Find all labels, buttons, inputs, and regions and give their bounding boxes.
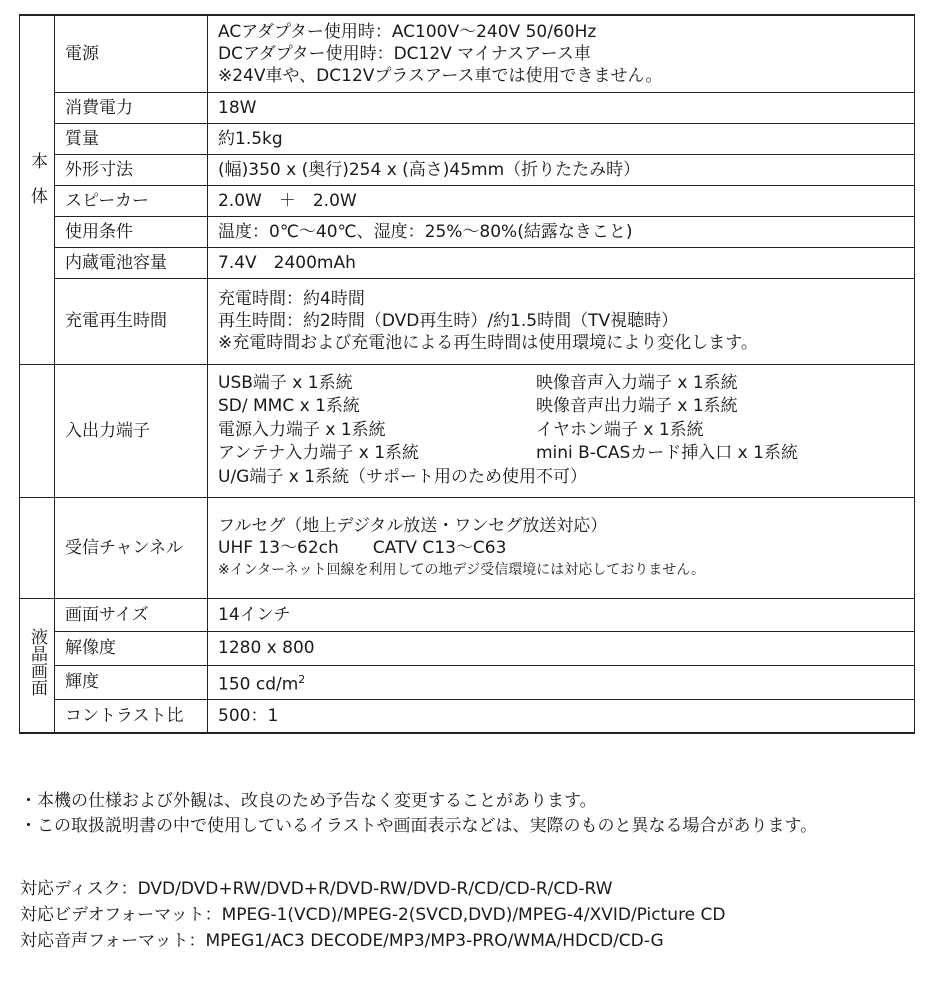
notes [20, 789, 817, 839]
row-value-contrast: 500：1 [208, 699, 915, 733]
format-line-audio: 対応音声フォーマット：MPEG1/AC3 DECODE/MP3/MP3-PRO/WMA/HDCD/CD-G [20, 931, 664, 951]
row-value-brightness: 150 $cd/m^2$ [208, 665, 915, 699]
row-label-consumption: 消費電力 [55, 92, 208, 123]
row-label-charge: 充電再生時間 [55, 278, 208, 364]
row-value-speaker: 2.0W ＋ 2.0W [208, 185, 915, 216]
row-value-ports: USB端子 x 1系統 映像音声入力端子 x 1系統 SD/ MMC x 1系統 映像音声出力端子 x 1系統 電源入力端子 x 1系統 イヤホン端子 x 1系統 アンテナ入力端子 x 1系統 mini B-CASカード挿入口 x 1系統 U/G端子 x 1系統（サポート用のため使用不可） [208, 364, 915, 497]
table-row [20, 631, 915, 665]
group-label-empty [20, 497, 55, 598]
table-row [20, 247, 915, 278]
table-row [20, 216, 915, 247]
row-value-consumption: 18W [208, 92, 915, 123]
table-row [20, 497, 915, 598]
group-label-screen: 液晶画面 [20, 598, 55, 733]
table-row [20, 665, 915, 699]
row-label-resolution: 解像度 [55, 631, 208, 665]
row-value-weight: 約1.5kg [208, 123, 915, 154]
table-row [20, 154, 915, 185]
row-label-screen-size: 画面サイズ [55, 598, 208, 631]
format-line-video: 対応ビデオフォーマット：MPEG-1(VCD)/MPEG-2(SVCD,DVD)/MPEG-4/XVID/Picture CD [20, 905, 726, 925]
row-label-battery: 内蔵電池容量 [55, 247, 208, 278]
table-row [20, 123, 915, 154]
group-label-hontai: 本体 [20, 15, 55, 364]
table-row [20, 364, 915, 497]
row-value-power: ACアダプター使用時：AC100V〜240V 50/60Hz DCアダプター使用時：DC12V マイナスアース車 ※24V車や、DC12Vプラスアース車では使用できません。 [208, 15, 915, 92]
table-row [20, 185, 915, 216]
row-label-speaker: スピーカー [55, 185, 208, 216]
table-row [20, 598, 915, 631]
row-value-battery: 7.4V 2400mAh [208, 247, 915, 278]
row-label-ports: 入出力端子 [55, 364, 208, 497]
table-row [20, 699, 915, 733]
row-value-resolution: 1280 x 800 [208, 631, 915, 665]
table-row [20, 278, 915, 364]
row-label-brightness: 輝度 [55, 665, 208, 699]
table-row [20, 15, 915, 92]
row-value-channel: フルセグ（地上デジタル放送・ワンセグ放送対応） UHF 13〜62ch CATV C13〜C63 ※インターネット回線を利用しての地デジ受信環境には対応しておりません。 [208, 497, 915, 598]
row-label-channel: 受信チャンネル [55, 497, 208, 598]
row-label-contrast: コントラスト比 [55, 699, 208, 733]
spec-table [19, 14, 915, 734]
note-line: ・本機の仕様および外観は、改良のため予告なく変更することがあります。 [20, 791, 597, 811]
group-label-empty [20, 364, 55, 497]
row-label-dimensions: 外形寸法 [55, 154, 208, 185]
supported-formats [20, 876, 726, 954]
note-line: ・この取扱説明書の中で使用しているイラストや画面表示などは、実際のものと異なる場合があります。 [20, 816, 818, 836]
row-value-dimensions: (幅)350 x (奥行)254 x (高さ)45mm（折りたたみ時） [208, 154, 915, 185]
row-value-charge: 充電時間：約4時間 再生時間：約2時間（DVD再生時）/約1.5時間（TV視聴時） ※充電時間および充電池による再生時間は使用環境により変化します。 [208, 278, 915, 364]
table-row [20, 92, 915, 123]
row-value-screen-size: 14インチ [208, 598, 915, 631]
row-value-conditions: 温度：0℃〜40℃、湿度：25%〜80%(結露なきこと) [208, 216, 915, 247]
format-line-disc: 対応ディスク：DVD/DVD+RW/DVD+R/DVD-RW/DVD-R/CD/CD-R/CD-RW [20, 879, 613, 899]
row-label-weight: 質量 [55, 123, 208, 154]
row-label-power: 電源 [55, 15, 208, 92]
row-label-conditions: 使用条件 [55, 216, 208, 247]
